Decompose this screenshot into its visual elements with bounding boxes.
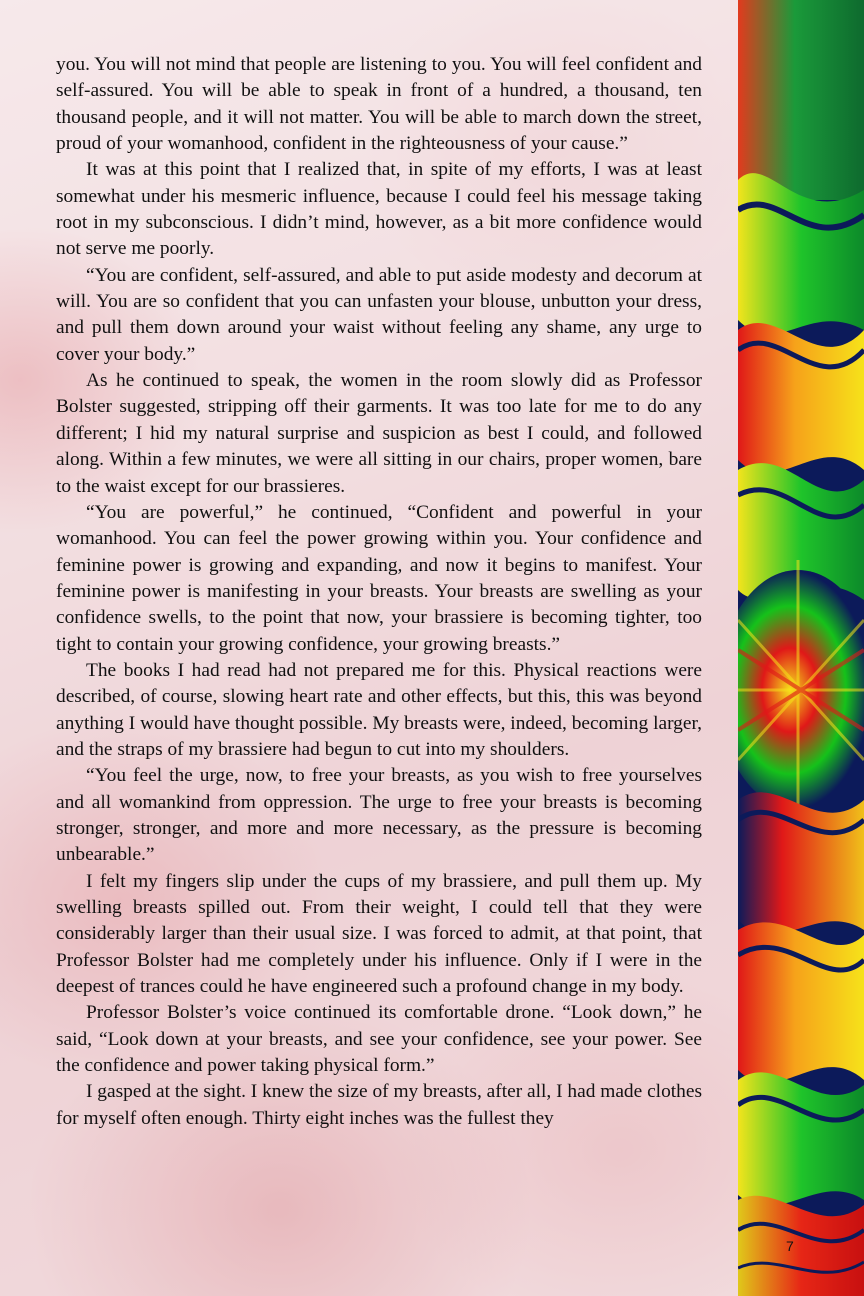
paragraph: I felt my fingers slip under the cups of my brassiere, and pull them up. My swelling breasts spilled out. From their weight, I could tell that they were considerably larger than their usual size. I was forced to admit, at that point, that Professor Bolster had me completely under his influence. Only if I were in the deepest of trances could he have engineered such a profound change in my body. <box>56 870 702 998</box>
paragraph: Professor Bolster’s voice continued its comfortable drone. “Look down,” he said, “Look down at your breasts, and see your confidence, see your power. See the confidence and power taking physical form.” <box>56 1002 702 1077</box>
paragraph: “You are powerful,” he continued, “Confident and powerful in your womanhood. You can feel the power growing within you. Your confidence and feminine power is growing and expanding, and now it begins to manifest. Your feminine power is manifesting in your breasts. Your breasts are swelling as your confidence swells, to the point that now, your brassiere is becoming tighter, too tight to contain your growing confidence, your growing breasts.” <box>56 501 702 655</box>
paragraph: It was at this point that I realized that, in spite of my efforts, I was at least somewhat under his mesmeric influence, because I could feel his message taking root in my subconscious. I didn’t mind, however, as a bit more confidence would not serve me poorly. <box>56 159 702 260</box>
paragraph: The books I had read had not prepared me for this. Physical reactions were described, of course, slowing heart rate and other effects, but this, this was beyond anything I would have thought possible. My breasts were, indeed, becoming larger, and the straps of my brassiere had begun to cut into my shoulders. <box>56 659 702 760</box>
paragraph: you. You will not mind that people are listening to you. You will feel confident and self-assured. You will be able to speak in front of a hundred, a thousand, ten thousand people, and it will not matter. You will be able to march down the street, proud of your womanhood, confident in the righteousness of your cause.” <box>56 54 702 155</box>
paragraph: I gasped at the sight. I knew the size of my breasts, after all, I had made clothes for myself often enough. Thirty eight inches was the fullest they <box>56 1081 702 1129</box>
paragraph: As he continued to speak, the women in the room slowly did as Professor Bolster suggested, stripping off their garments. It was too late for me to do any different; I hid my natural surprise and suspicion as best I could, and followed along. Within a few minutes, we were all sitting in our chairs, proper women, bare to the waist except for our brassieres. <box>56 370 702 497</box>
paragraph: “You are confident, self-assured, and able to put aside modesty and decorum at will. You are so confident that you can unfasten your blouse, unbutton your dress, and pull them down around your waist without feeling any shame, any urge to cover your body.” <box>56 264 702 365</box>
paragraph: “You feel the urge, now, to free your breasts, as you wish to free yourselves and all womankind from oppression. The urge to free your breasts is becoming stronger, stronger, and more and more necessary, as the pressure is becoming unbearable.” <box>56 765 702 866</box>
page-number: 7 <box>786 1238 794 1254</box>
story-text-column <box>56 52 702 1132</box>
decorative-fractal-stripe <box>738 0 864 1296</box>
